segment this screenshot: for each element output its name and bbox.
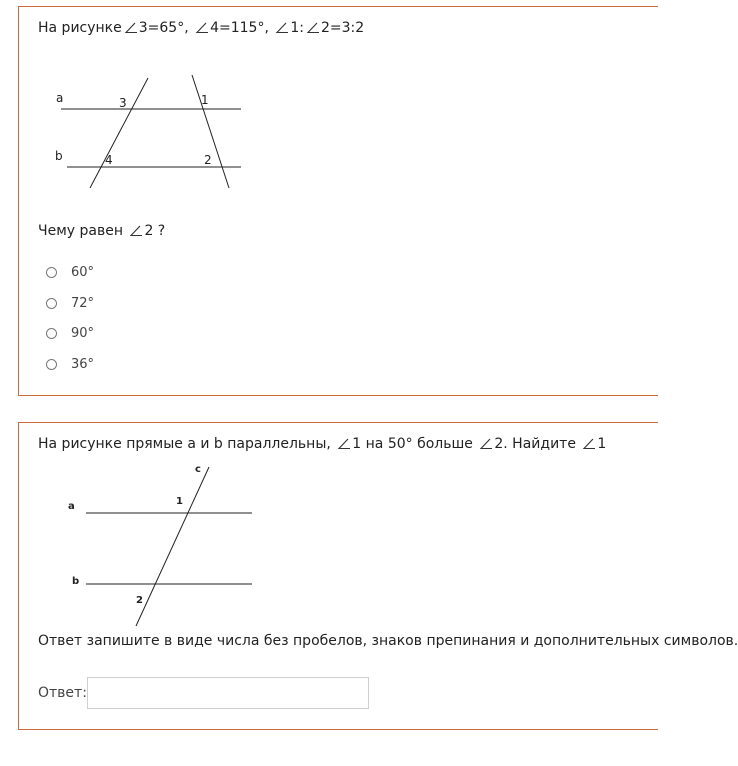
question-1-prompt: Чему равен 2 ? (38, 223, 166, 239)
radio-button[interactable] (46, 328, 57, 339)
option-36[interactable]: 36° (46, 354, 94, 374)
label-line-b: b (72, 576, 80, 587)
angle-label-2: 2 (204, 153, 212, 167)
angle-icon (276, 22, 289, 33)
angle-label-4: 4 (105, 153, 113, 167)
angle-icon (307, 22, 320, 33)
angle-label-1: 1 (176, 496, 183, 507)
label-line-c: c (195, 464, 201, 475)
transversal-right (192, 75, 229, 188)
angle-icon (130, 225, 143, 236)
question-1-text: На рисунке 3=65°, 4=115°, 1: 2=3:2 (38, 20, 365, 36)
angle-label-2: 2 (136, 595, 143, 606)
angle-icon (125, 22, 138, 33)
question-card-1 (18, 6, 658, 396)
radio-button[interactable] (46, 298, 57, 309)
answer-instruction: Ответ запишите в виде числа без пробелов, знаков препинания и дополнительных символов. (38, 633, 738, 649)
transversal-c (136, 467, 209, 626)
parallel-lines-figure-1 (49, 72, 249, 192)
angle-icon (196, 22, 209, 33)
angle-label-1: 1 (201, 93, 209, 107)
label-line-a: a (68, 501, 75, 512)
answer-label: Ответ: (38, 685, 87, 701)
label-line-b: b (55, 149, 63, 163)
radio-button[interactable] (46, 359, 57, 370)
option-90[interactable]: 90° (46, 323, 94, 343)
option-60[interactable]: 60° (46, 262, 94, 282)
label-line-a: a (56, 91, 64, 105)
angle-icon (583, 438, 596, 449)
transversal-left (90, 78, 148, 188)
parallel-lines-figure-2 (59, 461, 259, 629)
question-2-text: На рисунке прямые a и b параллельны, 1 на 50° больше 2. Найдите 1 (38, 436, 607, 452)
angle-label-3: 3 (119, 96, 127, 110)
angle-icon (338, 438, 351, 449)
answer-input[interactable] (87, 677, 369, 709)
option-72[interactable]: 72° (46, 293, 94, 313)
angle-icon (480, 438, 493, 449)
question-card-2 (18, 422, 738, 730)
radio-button[interactable] (46, 267, 57, 278)
